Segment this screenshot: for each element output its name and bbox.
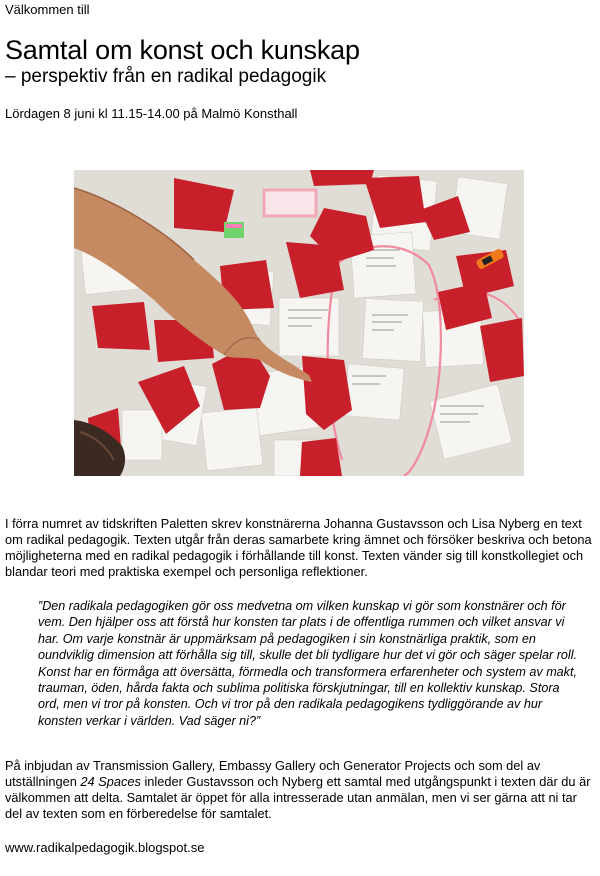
intro-paragraph: I förra numret av tidskriften Paletten skrev konstnärerna Johanna Gustavsson och Lisa Nyberg en text om radikal pedagogik. Texten utgår från deras samarbete kring ämnet och försöker beskriva och betona möjligheterna med en radikal pedagogik i förhållande till konst. Texten vänder sig till konstkollegiet och blandar teori med praktiska exempel och personliga reflektioner. (5, 516, 592, 579)
exhibition-name: 24 Spaces (80, 774, 141, 789)
welcome-line: Välkommen till (5, 2, 90, 17)
invitation-text-end: inleder Gustavsson och Nyberg ett samtal med utgångspunkt i texten där du är välkommen att delta. Samtalet är öppet för alla intresserade utan anmälan, men vi ser gärna att ni tar del av texten som en förberedelse för samtalet. (5, 774, 591, 821)
blog-link[interactable]: www.radikalpedagogik.blogspot.se (5, 840, 205, 855)
event-title: Samtal om konst och kunskap (5, 35, 360, 65)
event-date: Lördagen 8 juni kl 11.15-14.00 på Malmö Konsthall (5, 106, 298, 121)
invitation-text-start: På inbjudan av Transmission Gallery, Embassy Gallery och Generator Projects och som del av utställningen (5, 758, 541, 789)
quote-paragraph: ”Den radikala pedagogiken gör oss medvetna om vilken kunskap vi gör som konstnärer och för vem. Den hjälper oss att förstå hur konsten tar plats i de offentliga rummen och vilket ansvar vi har. Om varje konstnär är uppmärksam på pedagogiken i sin konstnärliga praktik, som en oundviklig dimension att förhålla sig till, skulle det bli tydligare hur det vi gör och säger spelar roll. Konst har en förmåga att översätta, förmedla och transformera erfarenheter och system av makt, trauman, öden, hårda fakta och sublima politiska förskjutningar, till en kollektiv kunskap. Stora ord, men vi tror på konsten. Och vi tror på den radikala pedagogikens tydliggörande av hur konsten verkar i världen. Vad säger ni?” (38, 599, 578, 728)
workshop-photo (74, 170, 524, 476)
event-subtitle: – perspektiv från en radikal pedagogik (5, 66, 327, 87)
invitation-paragraph (5, 758, 595, 822)
